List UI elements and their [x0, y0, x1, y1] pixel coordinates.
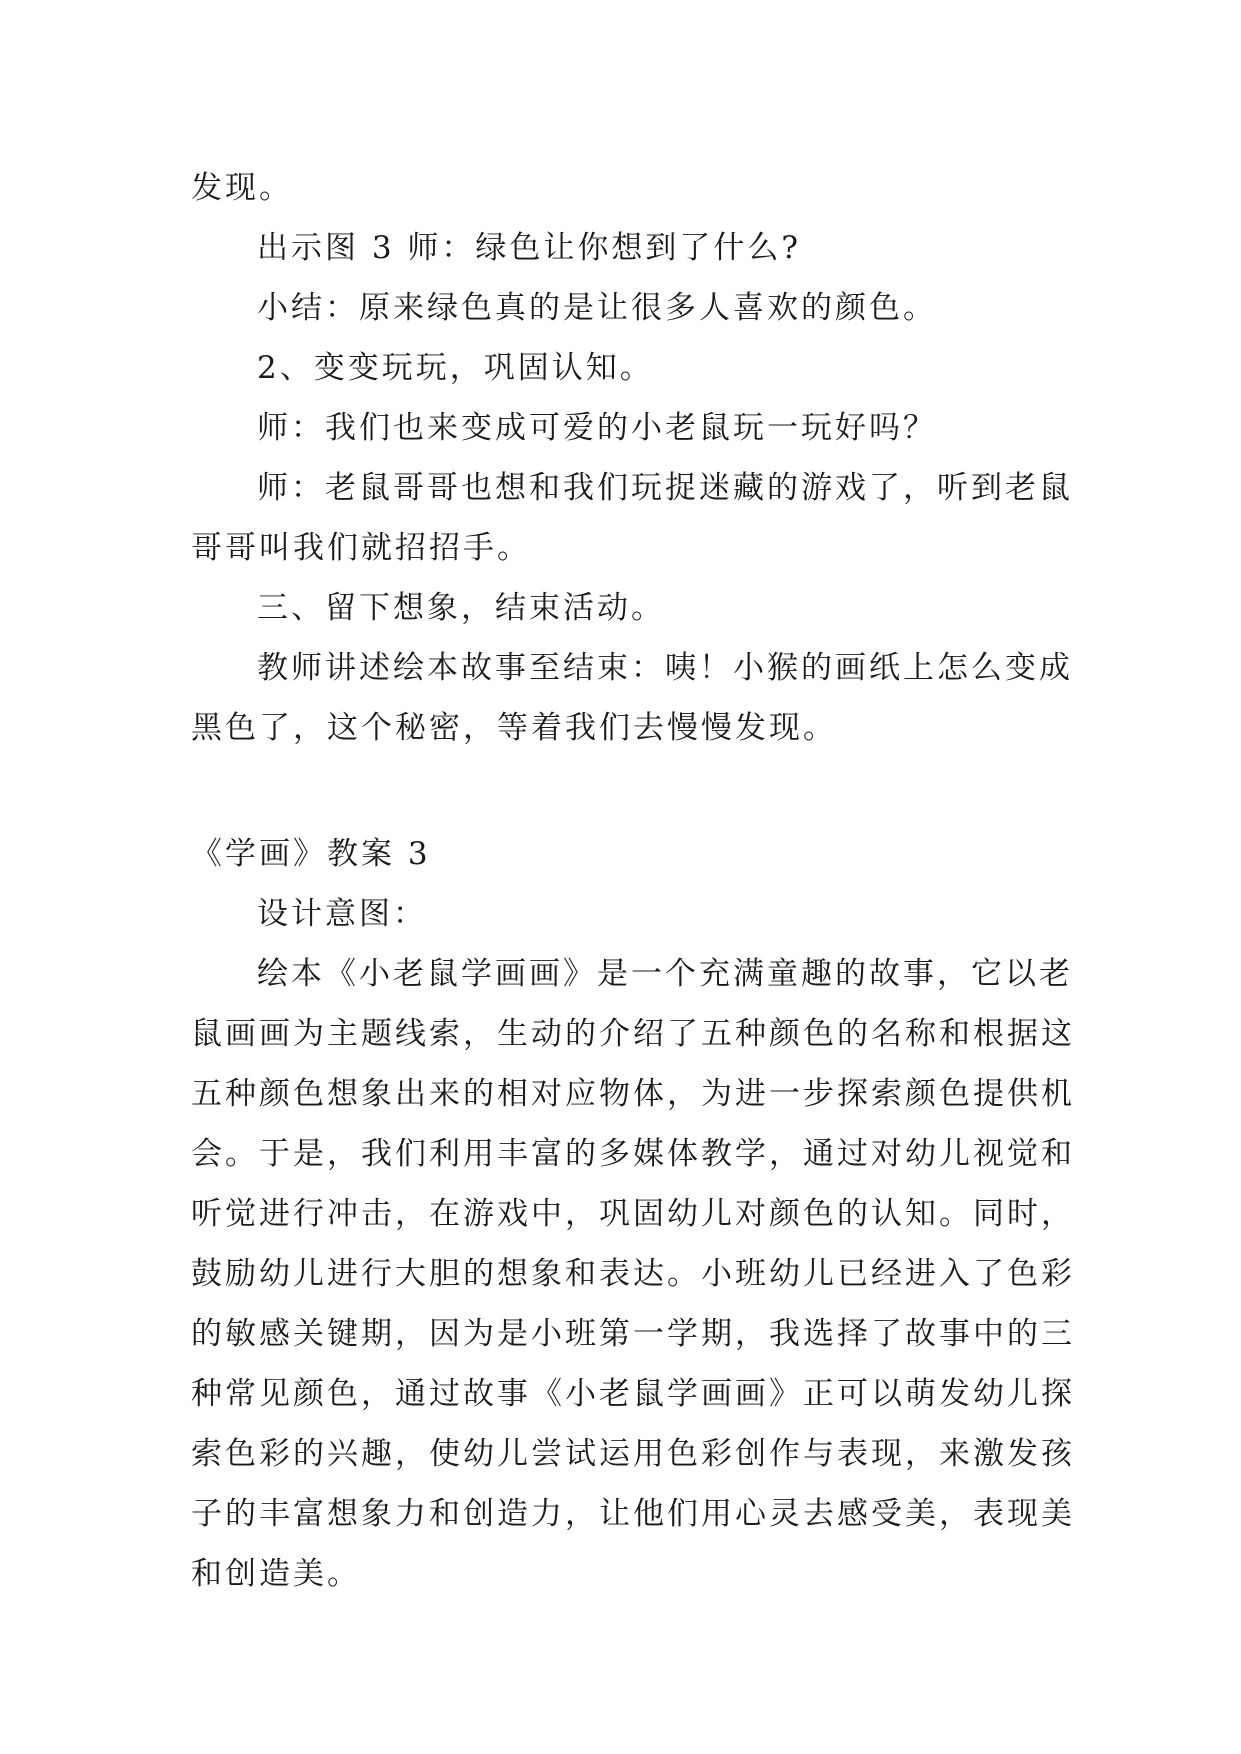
document-body	[191, 158, 1075, 1604]
paragraph-line: 师：我们也来变成可爱的小老鼠玩一玩好吗？	[257, 410, 937, 446]
paragraph-line: 三、留下想象，结束活动。	[257, 590, 665, 626]
paragraph-line: 师：老鼠哥哥也想和我们玩捉迷藏的游戏了，听到老鼠	[257, 470, 1073, 506]
paragraph-line: 绘本《小老鼠学画画》是一个充满童趣的故事，它以老	[257, 956, 1073, 992]
paragraph-line: 和创造美。	[191, 1556, 361, 1592]
paragraph-line: 出示图 3 师：绿色让你想到了什么?	[257, 230, 802, 266]
paragraph-line: 鼓励幼儿进行大胆的想象和表达。小班幼儿已经进入了色彩	[191, 1256, 1075, 1292]
paragraph-line: 哥哥叫我们就招招手。	[191, 530, 531, 566]
paragraph-line: 听觉进行冲击，在游戏中，巩固幼儿对颜色的认知。同时，	[191, 1196, 1075, 1232]
paragraph-line: 子的丰富想象力和创造力，让他们用心灵去感受美，表现美	[191, 1496, 1075, 1532]
paragraph-line: 2、变变玩玩，巩固认知。	[257, 350, 654, 386]
paragraph-line: 教师讲述绘本故事至结束：咦！小猴的画纸上怎么变成	[257, 650, 1073, 686]
paragraph-line: 会。于是，我们利用丰富的多媒体教学，通过对幼儿视觉和	[191, 1136, 1075, 1172]
paragraph-line: 鼠画画为主题线索，生动的介绍了五种颜色的名称和根据这	[191, 1016, 1075, 1052]
paragraph-line: 发现。	[191, 170, 293, 206]
paragraph-line: 索色彩的兴趣，使幼儿尝试运用色彩创作与表现，来激发孩	[191, 1436, 1075, 1472]
section-subtitle: 设计意图：	[257, 896, 427, 932]
paragraph-line: 黑色了，这个秘密，等着我们去慢慢发现。	[191, 710, 837, 746]
paragraph-line: 小结：原来绿色真的是让很多人喜欢的颜色。	[257, 290, 937, 326]
section-spacer	[191, 758, 1053, 824]
paragraph-line: 的敏感关键期，因为是小班第一学期，我选择了故事中的三	[191, 1316, 1075, 1352]
section-title: 《学画》教案 3	[191, 836, 431, 872]
paragraph-line: 种常见颜色，通过故事《小老鼠学画画》正可以萌发幼儿探	[191, 1376, 1075, 1412]
paragraph-line: 五种颜色想象出来的相对应物体，为进一步探索颜色提供机	[191, 1076, 1075, 1112]
